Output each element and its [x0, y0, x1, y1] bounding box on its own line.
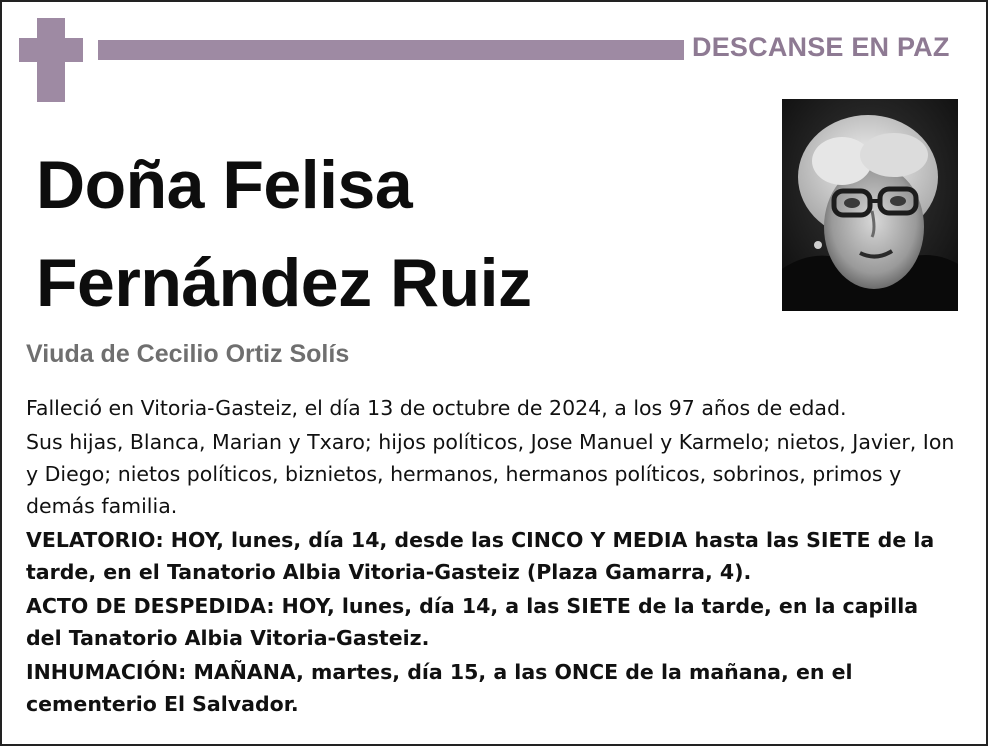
portrait-photo — [782, 99, 958, 311]
deceased-name — [36, 136, 532, 332]
widow-subtitle: Viuda de Cecilio Ortiz Solís — [26, 340, 350, 368]
despedida-info: ACTO DE DESPEDIDA: HOY, lunes, día 14, a las SIETE de la tarde, en la capilla del Tanatorio Albia Vitoria-Gasteiz. — [26, 594, 919, 650]
family-list: Sus hijas, Blanca, Marian y Txaro; hijos políticos, Jose Manuel y Karmelo; nietos, Javier, Ion y Diego; nietos políticos, biznietos, hermanos, hermanos políticos, sobrinos, primos y demás familia. — [26, 430, 955, 518]
name-line-1: Doña Felisa — [36, 147, 413, 223]
inhumacion-info: INHUMACIÓN: MAÑANA, martes, día 15, a las ONCE de la mañana, en el cementerio El Salvador. — [26, 660, 853, 716]
velatorio-info: VELATORIO: HOY, lunes, día 14, desde las CINCO Y MEDIA hasta las SIETE de la tarde, en el Tanatorio Albia Vitoria-Gasteiz (Plaza Gamarra, 4). — [26, 528, 935, 584]
obituary-body — [26, 392, 956, 722]
name-line-2: Fernández Ruiz — [36, 245, 532, 321]
cross-icon-bar — [19, 38, 83, 62]
header-divider — [98, 40, 684, 60]
death-announcement: Falleció en Vitoria-Gasteiz, el día 13 de octubre de 2024, a los 97 años de edad. — [26, 396, 847, 420]
header-label: DESCANSE EN PAZ — [692, 32, 950, 62]
